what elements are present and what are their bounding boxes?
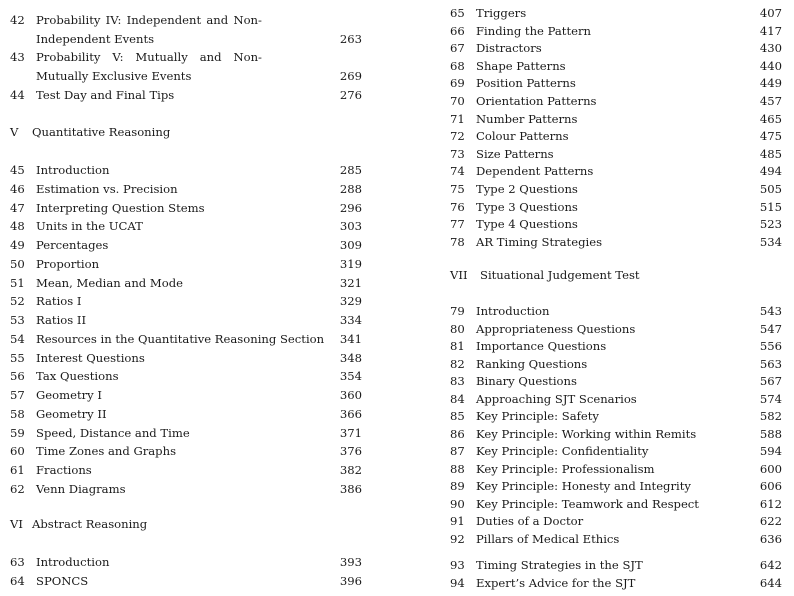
toc-entry[interactable] [450,530,782,548]
toc-entry-continuation [10,67,362,85]
toc-entry-continuation [10,30,362,48]
entry-number: 81 [450,339,465,353]
entry-page: 354 [339,369,362,384]
entry-number: 74 [450,164,465,179]
entry-title: Appropriateness Questions [476,321,636,336]
entry-number: 51 [10,275,25,290]
toc-entry[interactable] [450,302,782,320]
entry-page: 582 [759,409,782,423]
toc-entry[interactable] [10,386,362,404]
entry-title: Importance Questions [476,339,607,353]
entry-page: 594 [759,444,782,458]
toc-entry[interactable] [450,180,782,198]
entry-title: Venn Diagrams [36,481,126,496]
entry-page: 371 [339,425,362,440]
entry-title: Distractors [476,41,542,56]
entry-title: Key Principle: Teamwork and Respect [476,496,699,511]
toc-entry[interactable] [450,127,782,145]
entry-title: Speed, Distance and Time [36,425,190,440]
entry-number: 82 [450,356,465,371]
toc-entry[interactable] [450,460,782,478]
toc-entry[interactable] [450,320,782,338]
entry-number: 66 [450,23,465,38]
entry-title: Expert’s Advice for the SJT [476,575,636,590]
entry-page: 636 [759,531,782,546]
toc-entry[interactable] [450,495,782,513]
entry-page: 606 [759,479,782,493]
entry-page: 382 [339,463,362,477]
entry-title: Binary Questions [476,374,577,388]
toc-entry[interactable] [10,311,362,329]
entry-page: 622 [759,514,782,528]
entry-number: 87 [450,444,465,458]
toc-entry[interactable] [10,255,362,273]
entry-title: Resources in the Quantitative Reasoning Section [36,331,325,346]
entry-title: Timing Strategies in the SJT [476,558,643,572]
toc-entry[interactable] [450,372,782,390]
section-title: Quantitative Reasoning [32,125,171,139]
entry-title: Duties of a Doctor [476,514,584,528]
entry-title: Percentages [36,238,109,252]
entry-page: 285 [339,163,362,177]
entry-number: 59 [10,425,25,440]
toc-entry[interactable] [450,574,782,592]
entry-title: Number Patterns [476,111,578,126]
entry-page: 393 [339,555,362,569]
toc-entry[interactable] [10,292,362,310]
toc-entry[interactable] [450,337,782,355]
entry-page: 449 [759,76,782,91]
entry-page: 386 [339,481,362,496]
toc-entry[interactable] [450,425,782,443]
toc-entry[interactable] [10,274,362,292]
entry-title: Introduction [36,163,110,177]
entry-number: 73 [450,146,465,161]
entry-number: 54 [10,331,25,346]
entry-number: 70 [450,94,465,108]
toc-entry[interactable] [450,74,782,92]
toc-entry[interactable] [450,390,782,408]
entry-page: 334 [339,313,362,327]
entry-title: Position Patterns [476,76,576,91]
section-numeral: VI [10,517,23,531]
entry-number: 46 [10,181,25,196]
entry-page: 612 [759,496,782,511]
section-numeral: V [10,125,19,139]
entry-number: 43 [10,50,25,64]
entry-number: 94 [450,575,465,590]
entry-title: Tax Questions [36,369,119,384]
toc-entry[interactable] [450,512,782,530]
section-heading-vii[interactable] [450,266,640,284]
entry-page: 407 [759,6,782,20]
entry-title: AR Timing Strategies [476,234,603,249]
entry-number: 52 [10,294,25,309]
entry-number: 80 [450,321,465,336]
entry-number: 56 [10,369,25,384]
entry-number: 45 [10,163,25,177]
toc-entry[interactable] [10,161,362,179]
section-heading-vi[interactable] [10,515,147,533]
entry-title: Type 4 Questions [476,217,578,232]
entry-title: Pillars of Medical Ethics [476,531,620,546]
entry-page: 563 [759,356,782,371]
entry-page: 534 [759,234,782,249]
entry-title-line2: Mutually Exclusive Events [36,69,192,83]
toc-entry[interactable] [10,217,362,235]
entry-number: 62 [10,481,25,496]
toc-entry[interactable] [450,442,782,460]
entry-title: Ranking Questions [476,356,588,371]
entry-page: 288 [339,181,362,196]
entry-title-line1: Probability IV: Independent and Non- [36,13,262,27]
toc-entry[interactable] [450,355,782,373]
entry-title: Introduction [476,304,550,318]
entry-number: 85 [450,409,465,423]
section-title: Abstract Reasoning [32,517,148,531]
toc-entry[interactable] [10,367,362,385]
toc-entry[interactable] [10,405,362,423]
entry-number: 72 [450,129,465,144]
entry-title: Finding the Pattern [476,23,591,38]
entry-title: Key Principle: Honesty and Integrity [476,479,691,493]
entry-title: Dependent Patterns [476,164,594,179]
entry-page: 417 [759,23,782,38]
section-title: Situational Judgement Test [480,268,640,282]
section-numeral: VII [450,268,468,282]
entry-page: 309 [339,238,362,252]
toc-entry[interactable] [10,86,362,104]
entry-title: Test Day and Final Tips [36,88,175,102]
entry-page: 366 [339,406,362,421]
toc-entry[interactable] [10,48,362,66]
entry-page: 515 [759,199,782,214]
entry-page: 296 [339,200,362,215]
entry-page: 567 [759,374,782,388]
toc-entry[interactable] [10,199,362,217]
entry-title: Key Principle: Confidentiality [476,444,649,458]
entry-page: 319 [339,256,362,271]
entry-page: 644 [759,575,782,590]
entry-number: 61 [10,463,25,477]
entry-page: 465 [759,111,782,126]
entry-number: 42 [10,13,25,27]
toc-entry[interactable] [450,407,782,425]
entry-page: 547 [759,321,782,336]
toc-entry[interactable] [10,461,362,479]
entry-title: Type 2 Questions [476,182,578,196]
section-heading-v[interactable] [10,123,170,141]
entry-page: 600 [759,461,782,476]
entry-title-line2: Independent Events [36,32,155,46]
toc-entry[interactable] [450,22,782,40]
entry-page: 556 [759,339,782,353]
entry-title: Key Principle: Working within Remits [476,426,697,441]
entry-page: 376 [339,444,362,459]
toc-entry[interactable] [10,180,362,198]
toc-entry[interactable] [10,553,362,571]
entry-title: Orientation Patterns [476,94,597,108]
entry-title: Key Principle: Professionalism [476,461,655,476]
entry-number: 93 [450,558,465,572]
entry-number: 86 [450,426,465,441]
entry-number: 78 [450,234,465,249]
entry-page: 494 [759,164,782,179]
entry-page: 440 [759,58,782,73]
entry-number: 84 [450,391,465,406]
entry-page: 396 [339,574,362,588]
entry-title: SPONCS [36,574,89,588]
entry-title: Geometry II [36,406,107,421]
entry-number: 90 [450,496,465,511]
entry-number: 47 [10,200,25,215]
entry-title: Fractions [36,463,92,477]
toc-entry[interactable] [450,57,782,75]
entry-title: Approaching SJT Scenarios [476,391,637,406]
entry-page: 523 [759,217,782,232]
entry-title: Triggers [476,6,527,20]
entry-title: Interpreting Question Stems [36,200,205,215]
entry-page: 475 [759,129,782,144]
entry-number: 71 [450,111,465,126]
entry-page: 321 [339,275,362,290]
entry-number: 76 [450,199,465,214]
entry-title: Estimation vs. Precision [36,181,178,196]
entry-page: 505 [759,182,782,196]
entry-title: Colour Patterns [476,129,569,144]
entry-page: 341 [339,331,362,346]
entry-title: Units in the UCAT [36,219,143,234]
toc-entry[interactable] [450,477,782,495]
toc-entry[interactable] [450,215,782,233]
toc-entry[interactable] [450,145,782,163]
toc-entry[interactable] [450,198,782,216]
toc-entry[interactable] [450,110,782,128]
entry-page: 269 [339,69,362,83]
entry-title: Shape Patterns [476,58,566,73]
toc-entry[interactable] [450,4,782,22]
entry-number: 63 [10,555,25,569]
entry-page: 457 [759,94,782,108]
entry-number: 67 [450,41,465,56]
entry-title-line1: Probability V: Mutually and Non- [36,50,262,64]
entry-title: Key Principle: Safety [476,409,599,423]
entry-title: Type 3 Questions [476,199,578,214]
entry-title: Size Patterns [476,146,554,161]
entry-number: 68 [450,58,465,73]
entry-number: 64 [10,574,25,588]
toc-entry[interactable] [450,39,782,57]
entry-page: 574 [759,391,782,406]
entry-page: 329 [339,294,362,309]
entry-title: Ratios II [36,313,87,327]
toc-entry[interactable] [10,442,362,460]
entry-number: 44 [10,88,25,102]
entry-number: 79 [450,304,465,318]
entry-title: Time Zones and Graphs [36,444,177,459]
entry-page: 348 [339,350,362,365]
entry-number: 55 [10,350,25,365]
toc-entry[interactable] [10,236,362,254]
entry-number: 50 [10,256,25,271]
entry-title: Mean, Median and Mode [36,275,184,290]
entry-title: Introduction [36,555,110,569]
entry-number: 65 [450,6,465,20]
entry-number: 88 [450,461,465,476]
entry-page: 263 [339,32,362,46]
entry-page: 485 [759,146,782,161]
entry-page: 276 [339,88,362,102]
entry-number: 58 [10,406,25,421]
entry-number: 91 [450,514,465,528]
entry-number: 48 [10,219,25,234]
entry-number: 60 [10,444,25,459]
entry-title: Ratios I [36,294,82,309]
entry-number: 83 [450,374,465,388]
toc-entry[interactable] [10,330,362,348]
entry-number: 49 [10,238,25,252]
toc-entry[interactable] [450,233,782,251]
entry-page: 642 [759,558,782,572]
toc-entry[interactable] [450,92,782,110]
toc-entry[interactable] [10,572,362,590]
entry-number: 92 [450,531,465,546]
entry-number: 53 [10,313,25,327]
toc-entry[interactable] [450,162,782,180]
entry-number: 75 [450,182,465,196]
entry-number: 89 [450,479,465,493]
entry-title: Proportion [36,256,100,271]
toc-entry[interactable] [10,424,362,442]
entry-page: 588 [759,426,782,441]
entry-number: 77 [450,217,465,232]
entry-page: 360 [339,388,362,402]
entry-title: Interest Questions [36,350,145,365]
entry-page: 543 [759,304,782,318]
entry-number: 69 [450,76,465,91]
entry-number: 57 [10,388,25,402]
toc-entry[interactable] [10,11,362,29]
toc-entry[interactable] [10,349,362,367]
toc-entry[interactable] [450,556,782,574]
entry-page: 303 [339,219,362,234]
toc-entry[interactable] [10,480,362,498]
entry-title: Geometry I [36,388,102,402]
entry-page: 430 [759,41,782,56]
